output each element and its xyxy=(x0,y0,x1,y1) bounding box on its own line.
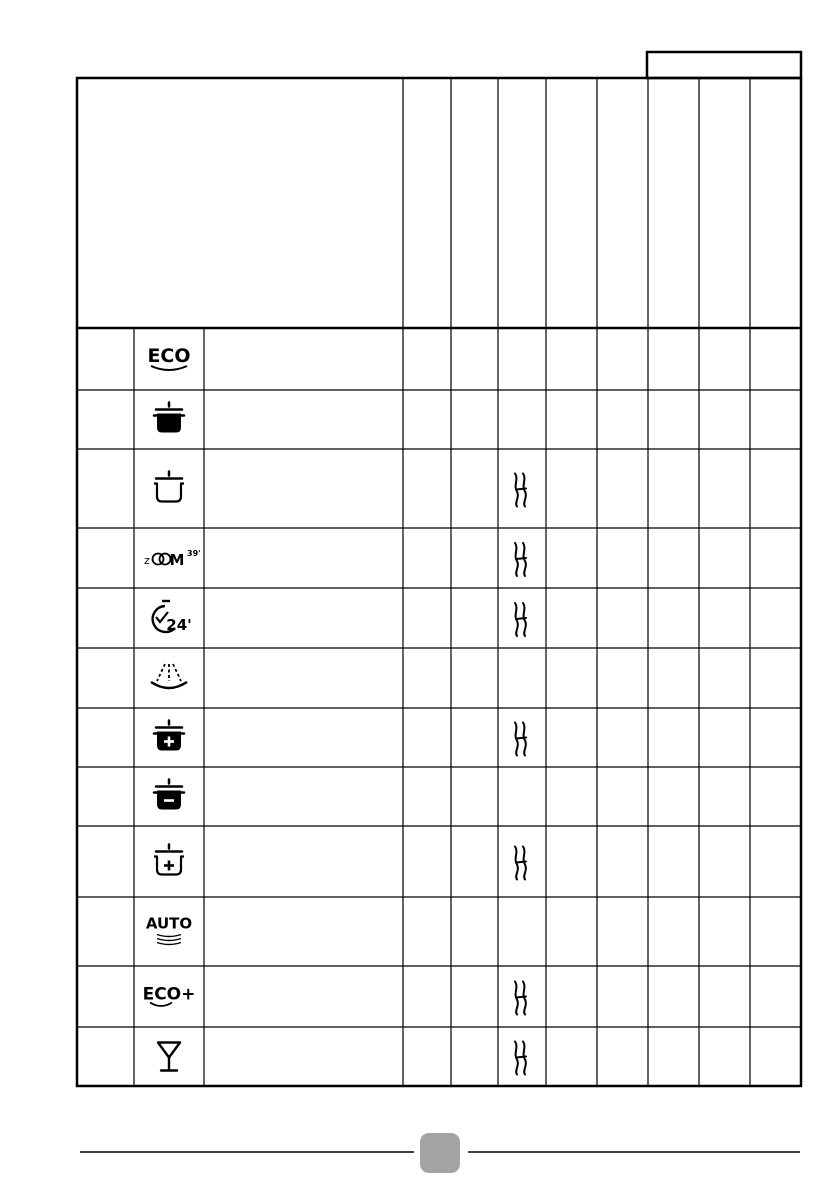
rinse-aid-icon xyxy=(515,982,526,1015)
svg-text:z: z xyxy=(144,554,150,567)
svg-text:ECO+: ECO+ xyxy=(142,984,196,1005)
rinse-aid-icon xyxy=(515,723,526,756)
rinse-aid-icon xyxy=(515,847,526,880)
eco-plus-icon xyxy=(143,985,196,1007)
svg-text:ECO: ECO xyxy=(147,345,191,367)
page-number-badge xyxy=(420,1133,460,1173)
zoom-39-icon xyxy=(144,549,201,569)
table-row xyxy=(153,601,526,636)
pot-outline-icon xyxy=(154,472,184,502)
svg-text:39': 39' xyxy=(187,549,201,558)
table-body xyxy=(143,345,526,1075)
glass-icon xyxy=(158,1043,180,1071)
pot-minus-filled-icon xyxy=(154,780,184,810)
table-row xyxy=(158,1042,526,1075)
header-box xyxy=(647,52,801,78)
svg-text:M: M xyxy=(169,551,185,569)
table-row xyxy=(154,780,184,810)
table-row xyxy=(154,721,526,756)
table-row xyxy=(154,845,526,880)
eco-icon xyxy=(147,345,190,370)
rinse-aid-icon xyxy=(515,474,526,507)
table-row xyxy=(147,345,190,370)
pot-plus-outline-icon xyxy=(154,845,184,875)
auto-icon xyxy=(146,915,192,945)
table-row xyxy=(151,664,187,688)
timer-24-icon xyxy=(153,601,192,634)
table-row xyxy=(143,982,526,1015)
pot-plus-filled-icon xyxy=(154,721,184,751)
table-frame xyxy=(77,78,801,1086)
table-grid xyxy=(77,78,801,1086)
rinse-aid-icon xyxy=(515,603,526,636)
pot-filled-icon xyxy=(154,403,184,433)
table-row xyxy=(146,915,192,945)
table-row xyxy=(154,403,184,433)
table-row xyxy=(154,472,526,507)
spray-icon xyxy=(151,664,187,688)
svg-text:24': 24' xyxy=(166,616,192,634)
rinse-aid-icon xyxy=(515,543,526,576)
table-row xyxy=(144,543,526,576)
svg-text:AUTO: AUTO xyxy=(145,914,193,933)
rinse-aid-icon xyxy=(515,1042,526,1075)
